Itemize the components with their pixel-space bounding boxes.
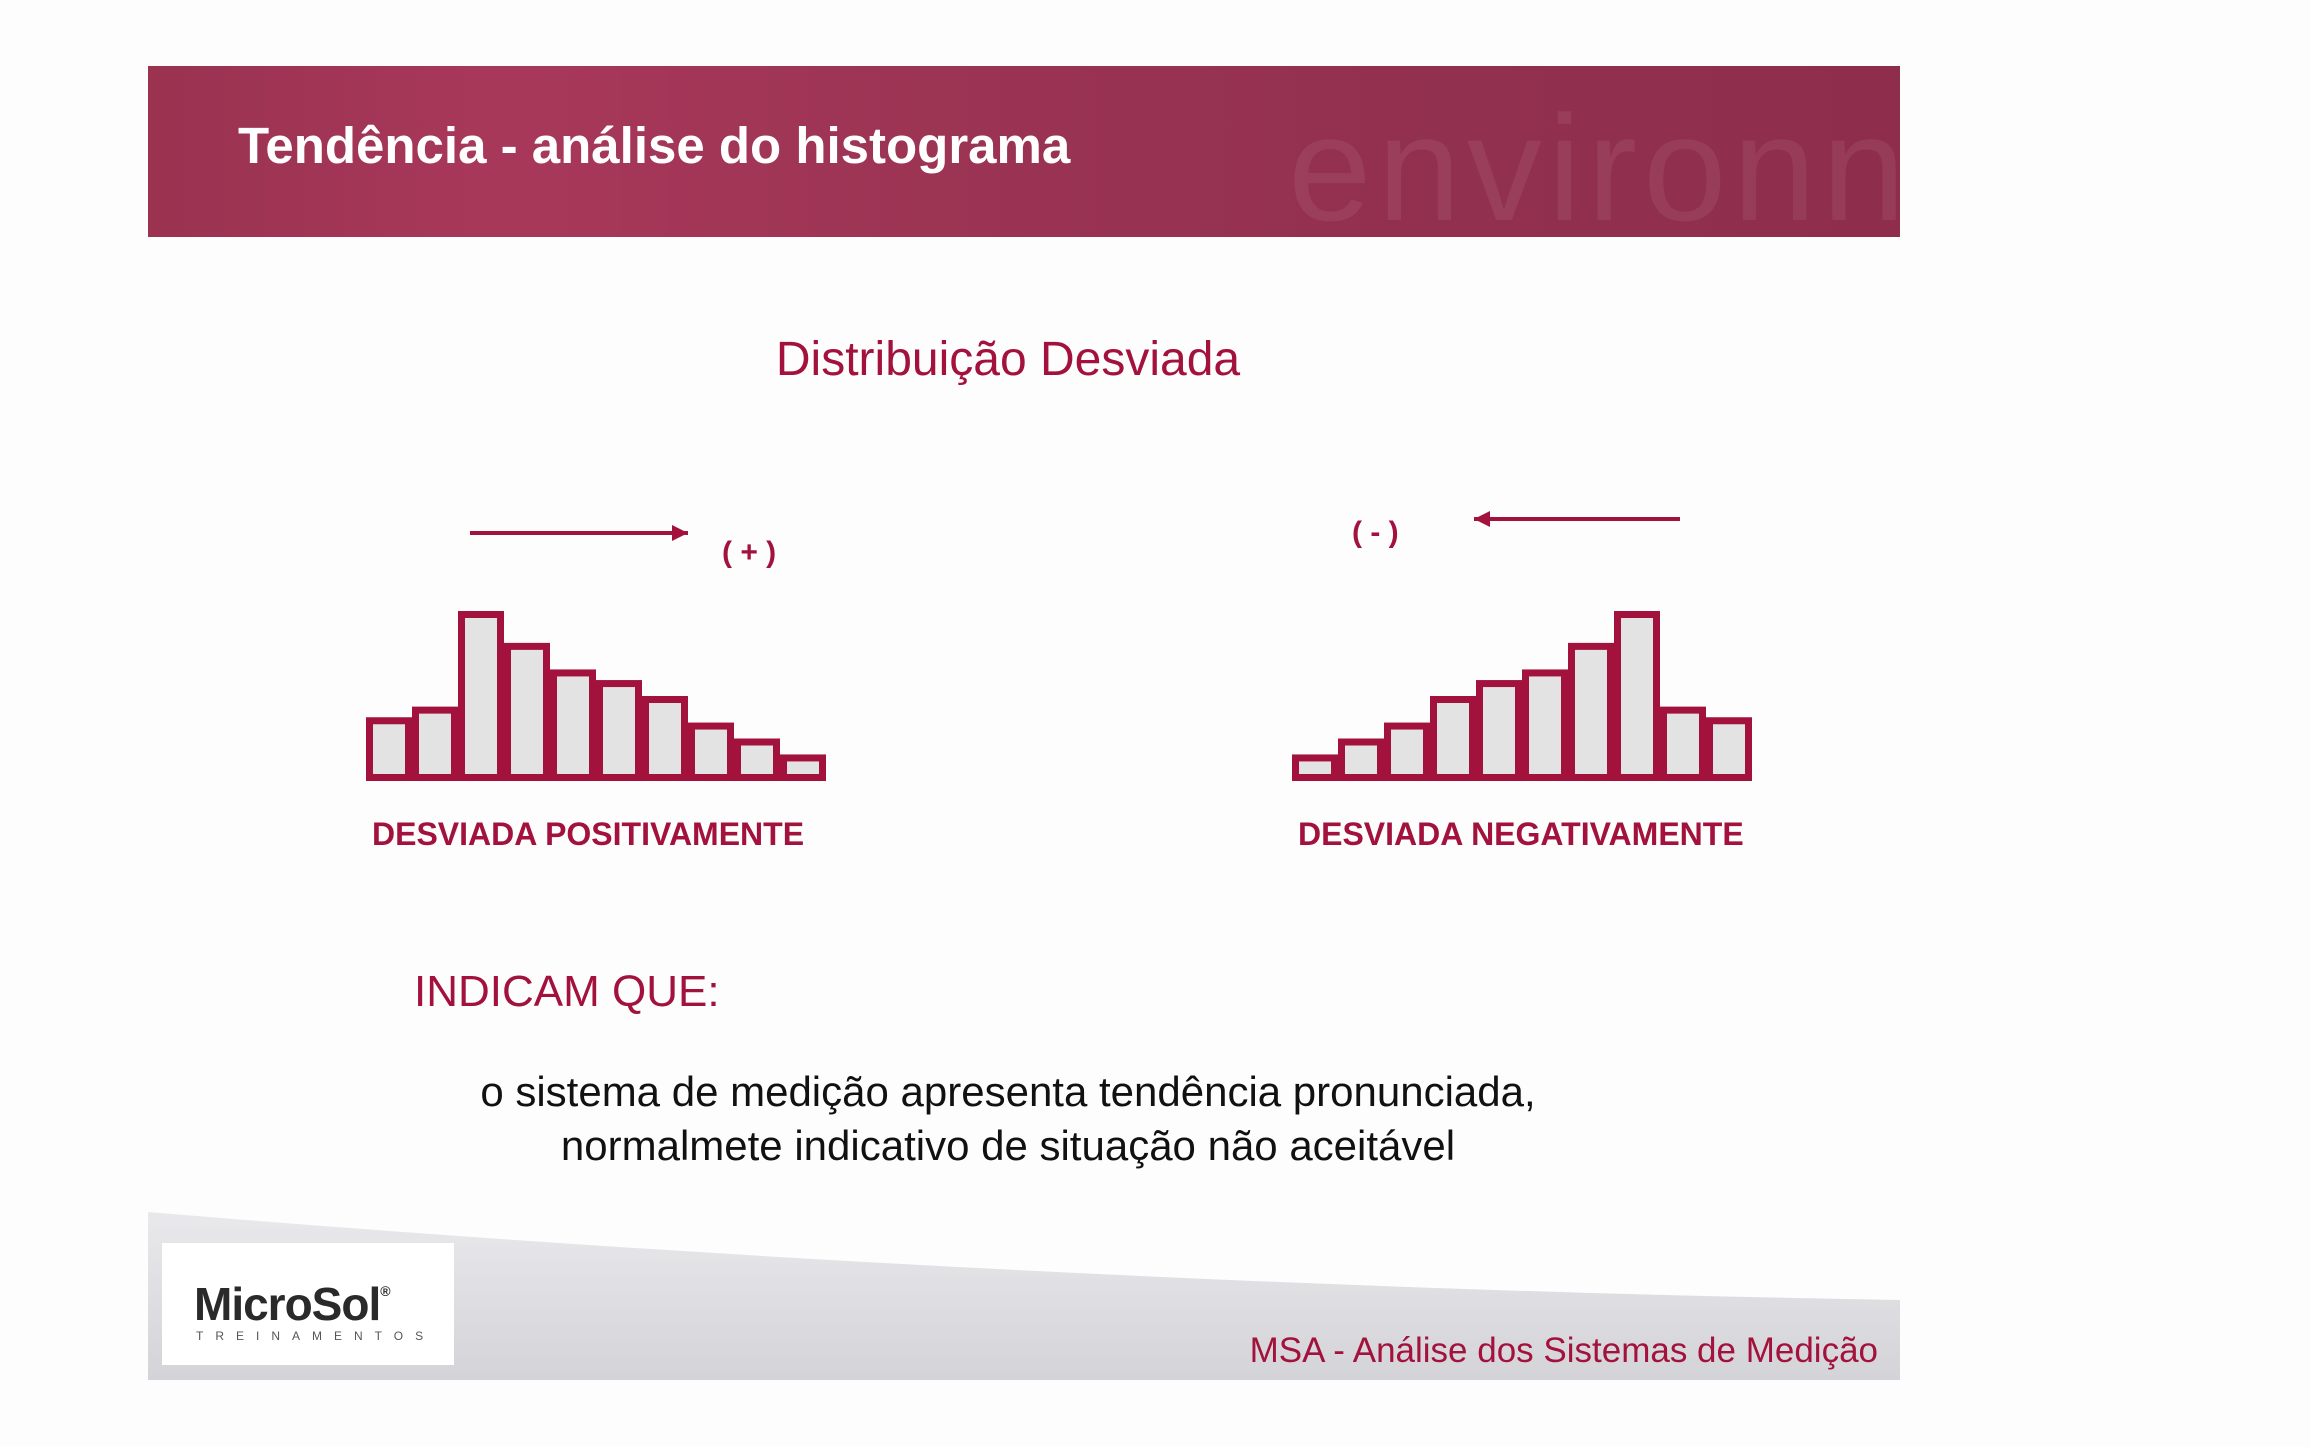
positive-skew-label: DESVIADA POSITIVAMENTE [372, 816, 805, 852]
histogram-positive [370, 615, 823, 778]
negative-skew-label: DESVIADA NEGATIVAMENTE [1298, 816, 1744, 852]
histogram-bar [1572, 646, 1611, 777]
histogram-bar [738, 742, 777, 778]
section-subtitle: Distribuição Desviada [775, 333, 1241, 386]
histogram-bar [646, 700, 685, 778]
arrowhead-icon [1474, 511, 1490, 527]
logo-name: MicroSol [194, 1278, 381, 1330]
histogram-bar [416, 710, 455, 777]
footer-text: MSA - Análise dos Sistemas de Medição [1249, 1331, 1878, 1370]
histogram-bar [692, 726, 731, 777]
arrowhead-icon [672, 525, 688, 541]
conclusion-line-2: normalmete indicativo de situação não aceitável [560, 1122, 1456, 1169]
histogram-bar [1342, 742, 1381, 778]
logo-registered-mark: ® [380, 1283, 390, 1299]
histogram-bar [508, 646, 547, 777]
histogram-bar [1480, 684, 1519, 778]
logo-subtitle: TREINAMENTOS [196, 1329, 436, 1343]
histogram-negative [1296, 615, 1749, 778]
histogram-bar [370, 721, 409, 778]
page-title: Tendência - análise do histograma [238, 117, 1071, 174]
indicam-heading: INDICAM QUE: [414, 967, 720, 1016]
histogram-bar [1296, 758, 1335, 778]
histogram-bar [1664, 710, 1703, 777]
conclusion-line-1: o sistema de medição apresenta tendência pronunciada, [480, 1068, 1536, 1115]
histogram-bar [784, 758, 823, 778]
histogram-bar [1434, 700, 1473, 778]
histogram-bar [554, 673, 593, 778]
histogram-bar [462, 615, 501, 778]
positive-direction-label: ( + ) [722, 536, 777, 569]
microsol-logo [162, 1243, 454, 1365]
histogram-bar [1710, 721, 1749, 778]
banner-watermark: environnemen [1288, 84, 2311, 252]
conclusion-text [0, 1065, 2032, 1173]
histogram-bar [600, 684, 639, 778]
histogram-bar [1526, 673, 1565, 778]
negative-direction-label: ( - ) [1352, 516, 1399, 549]
histogram-bar [1388, 726, 1427, 777]
histogram-bar [1618, 615, 1657, 778]
